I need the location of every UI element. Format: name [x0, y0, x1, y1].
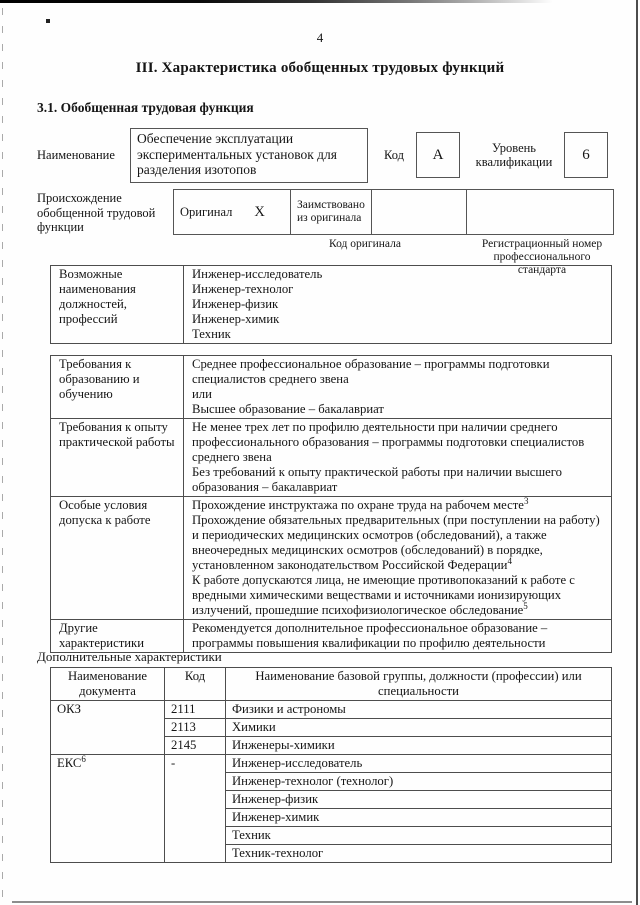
origin-original-mark: X: [254, 203, 265, 220]
origin-regnum-caption: Регистрационный номер профессионального стандарта: [481, 238, 603, 276]
other-label: Другие характеристики: [51, 620, 184, 653]
okz-name: Физики и астрономы: [226, 701, 612, 719]
job-title: Инженер-физик: [192, 297, 279, 311]
table-row-okz: [51, 701, 612, 719]
eks-name: Инженер-физик: [226, 791, 612, 809]
header-group: Наименование базовой группы, должности (профессии) или специальности: [226, 668, 612, 701]
name-label: Наименование: [37, 147, 115, 162]
other-value: Рекомендуется дополнительное профессиональное образование – программы повышения квалификации по профилю деятельности: [184, 620, 612, 653]
eks-code: -: [165, 755, 226, 863]
origin-borrowed-cell: Заимствовано из оригинала: [291, 190, 372, 234]
eks-name: Техник-технолог: [226, 845, 612, 863]
table-row-eks: [51, 755, 612, 773]
origin-regnum-cell-empty: [467, 190, 613, 234]
requirements-table: [50, 355, 612, 653]
additional-characteristics-table: [50, 667, 612, 863]
origin-code-caption: Код оригинала: [329, 238, 401, 250]
origin-label: Происхождение обобщенной трудовой функции: [37, 191, 156, 234]
scan-speck: [46, 19, 50, 23]
eks-name: Техник: [226, 827, 612, 845]
eks-name: Инженер-химик: [226, 809, 612, 827]
scan-edge-right: [636, 0, 638, 905]
education-value: Среднее профессиональное образование – программы подготовки специалистов среднего звена или Высшее образование – бакалавриат: [184, 356, 612, 419]
qualification-level-box: 6: [564, 132, 608, 178]
additional-characteristics-title: Дополнительные характеристики: [37, 649, 222, 664]
okz-label: ОКЗ: [51, 701, 165, 755]
code-label: Код: [384, 147, 404, 162]
eks-label: ЕКС$^6$: [51, 755, 165, 863]
scan-edge-left: [2, 8, 3, 898]
page-number: 4: [316, 30, 324, 45]
job-title: Техник: [192, 327, 231, 341]
possible-titles-table: [50, 265, 612, 344]
okz-code: 2111: [165, 701, 226, 719]
origin-table: [173, 189, 614, 235]
header-document: Наименование документа: [51, 668, 165, 701]
education-label: Требования к образованию и обучению: [51, 356, 184, 419]
job-title: Инженер-исследователь: [192, 267, 323, 281]
function-name-box: Обеспечение эксплуатации экспериментальных установок для разделения изотопов: [130, 128, 368, 183]
footnote-ref: 3: [523, 495, 529, 506]
okz-code: 2113: [165, 719, 226, 737]
experience-label: Требования к опыту практической работы: [51, 419, 184, 497]
function-header: [37, 128, 614, 183]
origin-original-cell: [174, 190, 291, 234]
footnote-ref: 6: [81, 753, 86, 764]
section-title: 3.1. Обобщенная трудовая функция: [37, 100, 254, 115]
header-code: Код: [165, 668, 226, 701]
job-title: Инженер-технолог: [192, 282, 294, 296]
origin-block: [37, 189, 614, 277]
eks-name: Инженер-технолог (технолог): [226, 773, 612, 791]
okz-name: Химики: [226, 719, 612, 737]
table-row-other: [51, 620, 612, 653]
possible-titles-values: [184, 266, 612, 344]
footnote-ref: 5: [523, 600, 528, 611]
job-title: Инженер-химик: [192, 312, 280, 326]
special-condition-item: Прохождение обязательных предварительных (при поступлении на работу) и периодических медицинских осмотров (обследований), а также внеочередных медицинских осмотров (обследований) в порядке, установленном законодательством Российской Федерации$^4$: [192, 513, 600, 572]
special-condition-item: Прохождение инструктажа по охране труда на рабочем месте$^3$: [192, 495, 529, 512]
experience-value: Не менее трех лет по профилю деятельности при наличии среднего профессионального образования – программы подготовки специалистов среднего звена Без требований к опыту практической работы при наличии высшего образования – бакалавриат: [184, 419, 612, 497]
footnote-ref: 4: [507, 555, 512, 566]
table-row-special-conditions: [51, 497, 612, 620]
okz-name: Инженеры-химики: [226, 737, 612, 755]
table-header-row: [51, 668, 612, 701]
special-conditions-label: Особые условия допуска к работе: [51, 497, 184, 620]
possible-titles-label: Возможные наименования должностей, профессий: [51, 266, 184, 344]
table-row-experience: [51, 419, 612, 497]
eks-name: Инженер-исследователь: [226, 755, 612, 773]
okz-code: 2145: [165, 737, 226, 755]
scan-edge-bottom: [12, 901, 632, 903]
table-row-education: [51, 356, 612, 419]
special-conditions-value: [184, 497, 612, 620]
code-value-box: А: [416, 132, 460, 178]
scan-edge-top: [0, 0, 570, 3]
chapter-title: III. Характеристика обобщенных трудовых функций: [135, 60, 505, 76]
qualification-level-label: Уровень квалификации: [475, 141, 553, 170]
table-row: [51, 266, 612, 344]
special-condition-item: К работе допускаются лица, не имеющие противопоказаний к работе с вредными химическими веществами и источниками ионизирующих излучений, прошедшие психофизиологическое обследование$^5$: [192, 573, 575, 617]
origin-code-cell-empty: [372, 190, 467, 234]
origin-original-label: Оригинал: [180, 204, 233, 219]
